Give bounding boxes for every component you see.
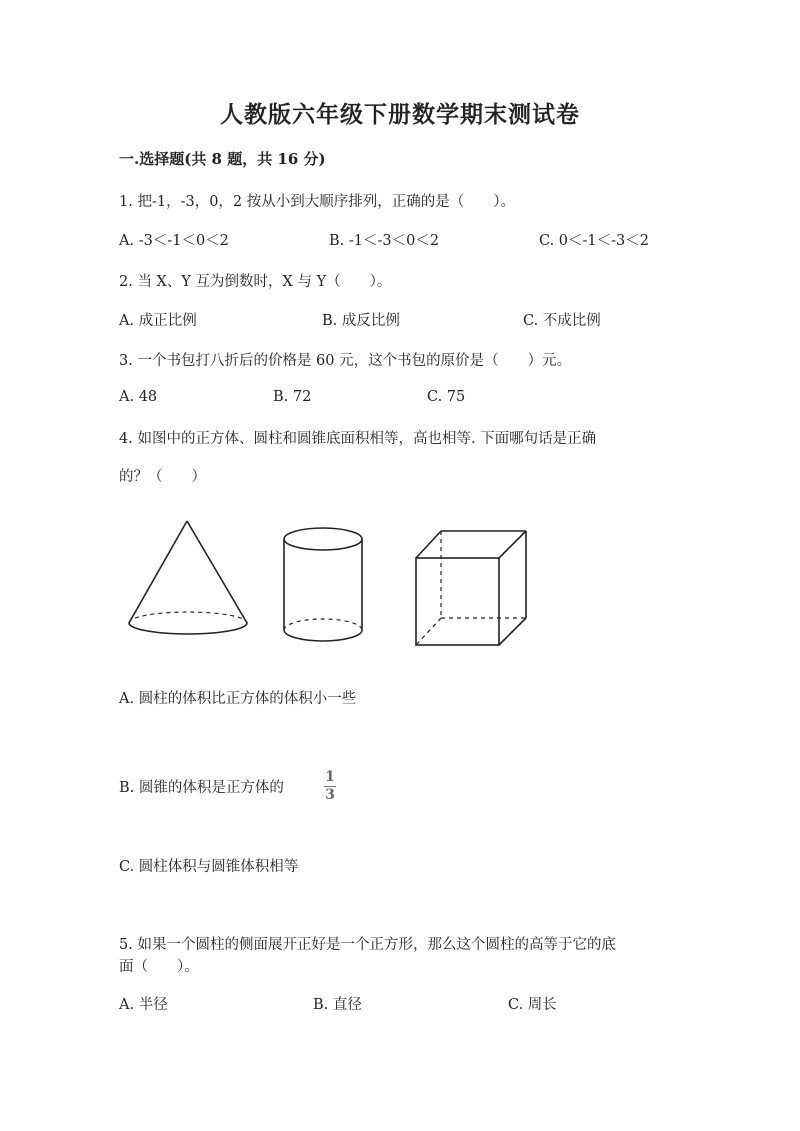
cube-icon xyxy=(410,525,540,655)
question-5-option-a: A. 半径 xyxy=(119,997,168,1013)
section-heading: 一.选择题(共 8 题，共 16 分) xyxy=(119,150,326,168)
question-3-option-c: C. 75 xyxy=(427,389,466,405)
question-2-option-c: C. 不成比例 xyxy=(523,313,601,329)
question-1-option-b: B. -1＜-3＜0＜2 xyxy=(329,233,440,249)
question-3-option-b: B. 72 xyxy=(273,389,312,405)
question-1-option-a: A. -3＜-1＜0＜2 xyxy=(119,233,229,249)
question-4-option-b: B. 圆锥的体积是正方体的 xyxy=(119,780,284,796)
question-2-text: 2. 当 X、Y 互为倒数时，X 与 Y（ ）。 xyxy=(119,274,392,290)
page-title: 人教版六年级下册数学期末测试卷 xyxy=(220,101,580,128)
question-1-option-c: C. 0＜-1＜-3＜2 xyxy=(539,233,649,249)
question-5-option-c: C. 周长 xyxy=(508,997,557,1013)
question-4-option-a: A. 圆柱的体积比正方体的体积小一些 xyxy=(119,691,357,707)
question-1-text: 1. 把-1，-3，0，2 按从小到大顺序排列，正确的是（ ）。 xyxy=(119,194,516,210)
question-4-option-c: C. 圆柱体积与圆锥体积相等 xyxy=(119,859,299,875)
fraction-numerator: 1 xyxy=(325,769,335,785)
fraction-one-third xyxy=(322,770,338,803)
question-4-text-line-1: 4. 如图中的正方体、圆柱和圆锥底面积相等，高也相等. 下面哪句话是正确 xyxy=(119,431,597,447)
question-2-option-a: A. 成正比例 xyxy=(119,313,197,329)
question-4-text-line-2: 的？（ ） xyxy=(119,469,206,485)
cylinder-icon xyxy=(280,520,380,650)
question-5-text-line-2: 面（ ）。 xyxy=(119,959,199,975)
fraction-denominator: 3 xyxy=(325,787,335,803)
question-2-option-b: B. 成反比例 xyxy=(322,313,400,329)
question-3-option-a: A. 48 xyxy=(119,389,158,405)
cone-icon xyxy=(123,515,253,645)
question-3-text: 3. 一个书包打八折后的价格是 60 元，这个书包的原价是（ ）元。 xyxy=(119,353,572,369)
question-5-option-b: B. 直径 xyxy=(313,997,362,1013)
question-5-text-line-1: 5. 如果一个圆柱的侧面展开正好是一个正方形，那么这个圆柱的高等于它的底 xyxy=(119,937,616,953)
